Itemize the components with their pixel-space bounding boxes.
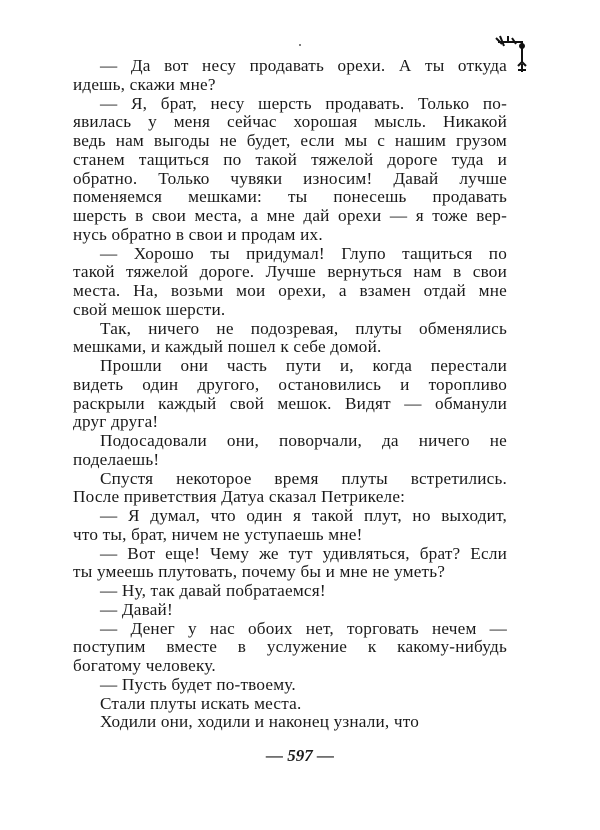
text-line: — Да вот несу продавать орехи. А ты откуда [100, 56, 507, 75]
text-line: — Денег у нас обоих нет, торговать нечем — [100, 618, 507, 638]
text-line: — Ну, так давай побратаемся! [100, 581, 326, 600]
text-line: поступим вместе в услужение к какому-нибудь [73, 637, 507, 657]
paragraph [73, 507, 507, 545]
text-line: такой тяжелой дороге. Лучше вернуться нам в свои [73, 262, 507, 282]
paragraph [73, 357, 507, 432]
text-line: Стали плуты искать места. [100, 693, 302, 713]
paragraph [73, 676, 507, 695]
paragraph [73, 320, 507, 358]
paragraph [73, 432, 507, 470]
paragraph [73, 545, 507, 583]
text-line: После приветствия Датуа сказал Петрикеле: [73, 487, 406, 507]
text-line: обратно. Только чувяки износим! Давай лучше [73, 168, 507, 188]
text-line: — Хорошо ты придумал! Глупо тащиться по [100, 243, 507, 263]
text-line: видеть один другого, остановились и торопливо [73, 374, 507, 394]
text-line: станем тащиться по такой тяжелой дороге туда и [73, 149, 507, 169]
text-line: — Я, брат, несу шерсть продавать. Только по- [100, 93, 507, 113]
text-line: мешками, и каждый пошел к себе домой. [73, 337, 382, 357]
paragraph [73, 582, 507, 601]
text-line: шерсть в свои места, а мне дай орехи — я тоже вер- [73, 206, 507, 225]
paragraph [73, 245, 507, 320]
paragraph [73, 620, 507, 676]
paragraph [73, 601, 507, 620]
text-line: места. На, возьми мои орехи, а взамен отдай мне [73, 281, 507, 300]
text-line: нусь обратно в свои и продам их. [73, 224, 323, 244]
text-line: Подосадовали они, поворчали, да ничего не [100, 431, 507, 450]
paragraph [73, 95, 507, 245]
paragraph [73, 713, 507, 732]
text-line: Ходили они, ходили и наконец узнали, что [100, 712, 420, 732]
text-line: друг друга! [73, 412, 159, 432]
text-line: свой мешок шерсти. [73, 299, 226, 319]
body-text [73, 57, 507, 732]
text-line: Прошли они часть пути и, когда перестали [100, 356, 507, 375]
text-line: Так, ничего не подозревая, плуты обменялись [100, 318, 507, 338]
text-line: — Давай! [100, 599, 173, 619]
text-line: — Я думал, что один я такой плут, но выходит, [100, 506, 507, 525]
text-line: раскрыли каждый свой мешок. Видят — обманули [73, 393, 507, 413]
text-line: — Пусть будет по-твоему. [100, 674, 296, 694]
text-line: — Вот еще! Чему же тут удивляться, брат? Если [100, 543, 507, 563]
text-line: ты умеешь плутовать, почему бы и мне не уметь? [73, 562, 446, 582]
paragraph [73, 470, 507, 508]
text-line: поменяемся мешками: ты понесешь продавать [73, 187, 507, 207]
text-line: Спустя некоторое время плуты встретились. [100, 468, 507, 488]
text-line: идешь, скажи мне? [73, 74, 216, 94]
text-line: явилась у меня сейчас хорошая мысль. Никакой [73, 112, 507, 132]
paragraph [73, 57, 507, 95]
paragraph [73, 695, 507, 714]
text-line: что ты, брат, ничем не уступаешь мне! [73, 524, 363, 544]
text-line: ведь нам выгоды не будет, если мы с нашим грузом [73, 131, 507, 150]
text-line: поделаешь! [73, 449, 160, 469]
scan-speck [299, 44, 301, 46]
text-line: богатому человеку. [73, 656, 216, 675]
page-number: — 597 — [266, 746, 334, 765]
